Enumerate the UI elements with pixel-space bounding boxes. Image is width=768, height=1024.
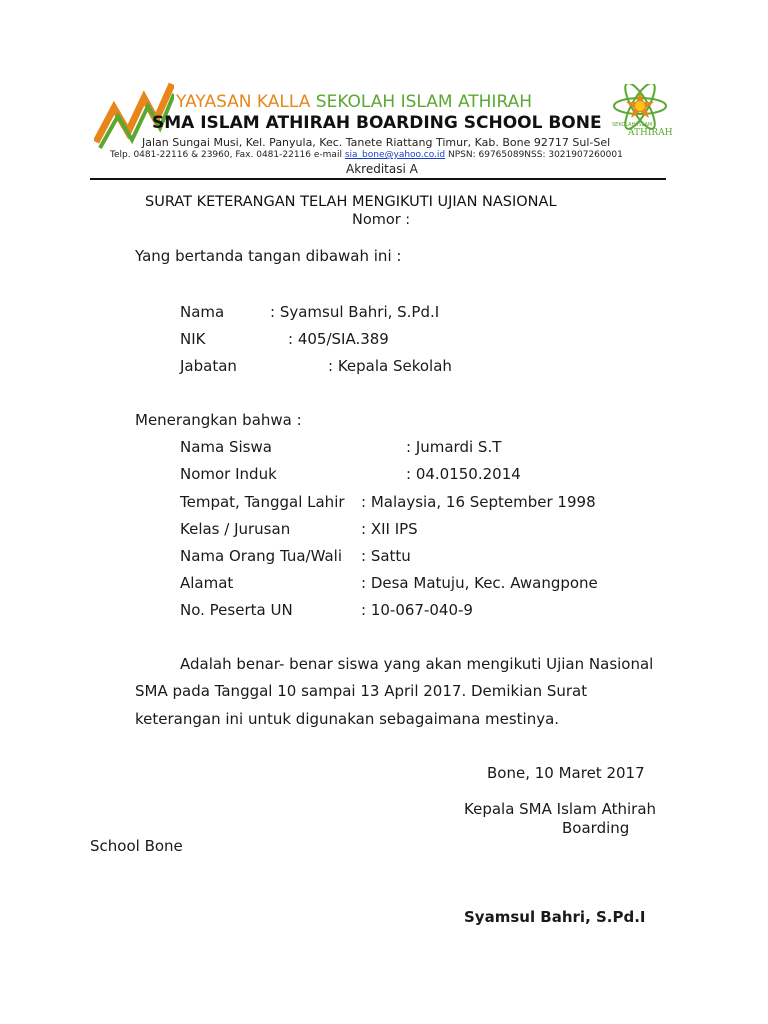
letterhead-divider — [90, 178, 666, 180]
letterhead-foundation-line — [176, 92, 532, 112]
school-address: Jalan Sungai Musi, Kel. Panyula, Kec. Tanete Riattang Timur, Kab. Bone 92717 Sul-Sel — [142, 136, 611, 149]
states-text: Menerangkan bahwa : — [135, 411, 302, 429]
school-contact — [110, 150, 623, 160]
student-address-value: : Desa Matuju, Kec. Awangpone — [361, 574, 598, 592]
place-date: Bone, 10 Maret 2017 — [487, 764, 645, 782]
signature-name: Syamsul Bahri, S.Pd.I — [464, 908, 646, 926]
signer-position-line-3: School Bone — [90, 837, 183, 855]
school-name: SMA ISLAM ATHIRAH BOARDING SCHOOL BONE — [152, 113, 602, 133]
student-address-label: Alamat — [180, 574, 234, 592]
student-exam-no-label: No. Peserta UN — [180, 601, 293, 619]
signer-nik-value: : 405/SIA.389 — [288, 330, 389, 348]
contact-phone-fax: Telp. 0481-22116 & 23960, Fax. 0481-22116 e-mail — [110, 150, 342, 160]
signer-position-label: Jabatan — [180, 357, 237, 375]
student-name-value: : Jumardi S.T — [406, 438, 502, 456]
student-id-label: Nomor Induk — [180, 465, 277, 483]
body-line-1: Adalah benar- benar siswa yang akan mengikuti Ujian Nasional — [180, 655, 654, 673]
student-parent-label: Nama Orang Tua/Wali — [180, 547, 342, 565]
student-class-value: : XII IPS — [361, 520, 418, 538]
email-link[interactable]: sia_bone@yahoo.co.id — [344, 150, 446, 160]
student-parent-value: : Sattu — [361, 547, 411, 565]
contact-npsn: NPSN: 69765089NSS: 3021907260001 — [448, 150, 623, 160]
athirah-logo-subtext: SEKOLAH ISLAM — [612, 122, 653, 128]
accreditation: Akreditasi A — [346, 162, 418, 176]
signer-position-value: : Kepala Sekolah — [328, 357, 452, 375]
foundation-name: YAYASAN KALLA — [176, 92, 311, 112]
body-line-3: keterangan ini untuk digunakan sebagaimana mestinya. — [135, 710, 560, 728]
student-name-label: Nama Siswa — [180, 438, 272, 456]
student-birth-label: Tempat, Tanggal Lahir — [180, 493, 345, 511]
body-line-2: SMA pada Tanggal 10 sampai 13 April 2017. Demikian Surat — [135, 682, 588, 700]
signer-name-value: : Syamsul Bahri, S.Pd.I — [270, 303, 440, 321]
signer-name-label: Nama — [180, 303, 225, 321]
student-exam-no-value: : 10-067-040-9 — [361, 601, 473, 619]
signer-position-line-1: Kepala SMA Islam Athirah — [464, 800, 657, 818]
signer-position-line-2: Boarding — [562, 819, 630, 837]
school-group-name: SEKOLAH ISLAM ATHIRAH — [315, 92, 532, 112]
signer-nik-label: NIK — [180, 330, 206, 348]
student-id-value: : 04.0150.2014 — [406, 465, 521, 483]
student-birth-value: : Malaysia, 16 September 1998 — [361, 493, 596, 511]
letter-number: Nomor : — [352, 212, 411, 228]
letter-title: SURAT KETERANGAN TELAH MENGIKUTI UJIAN NASIONAL — [145, 194, 557, 210]
student-class-label: Kelas / Jurusan — [180, 520, 291, 538]
athirah-logo-text: ATHIRAH — [628, 128, 673, 138]
intro-text: Yang bertanda tangan dibawah ini : — [135, 247, 402, 265]
